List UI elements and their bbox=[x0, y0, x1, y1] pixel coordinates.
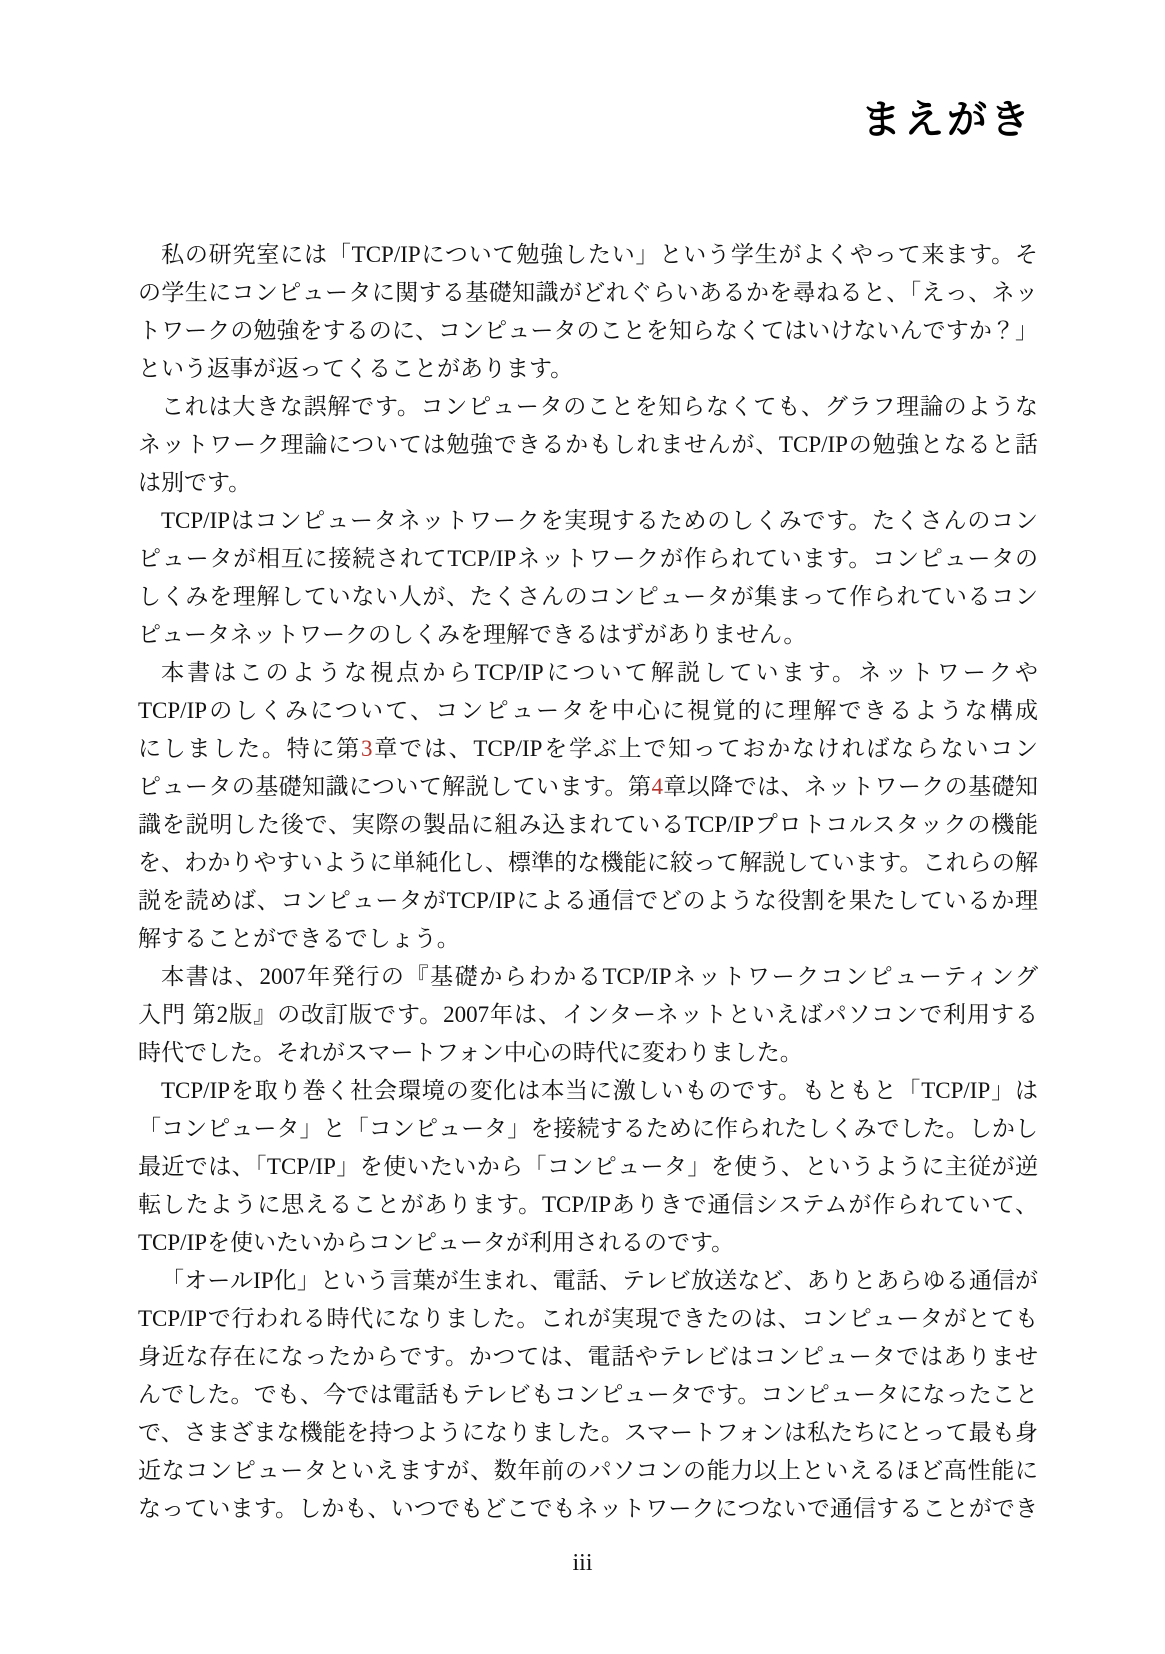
text-line: 解することができるでしょう。 bbox=[138, 926, 460, 951]
page-body-text bbox=[138, 236, 1038, 1528]
text-line: ネットワーク理論については勉強できるかもしれませんが、TCP/IPの勉強となると話 bbox=[138, 432, 1038, 457]
paragraph bbox=[138, 1262, 1038, 1528]
text-line: TCP/IPのしくみについて、コンピュータを中心に視覚的に理解できるような構成 bbox=[138, 698, 1038, 723]
paragraph bbox=[138, 388, 1038, 502]
text-line: これは大きな誤解です。コンピュータのことを知らなくても、グラフ理論のような bbox=[161, 394, 1038, 419]
text-line: トワークの勉強をするのに、コンピュータのことを知らなくてはいけないんですか？」 bbox=[138, 318, 1038, 343]
text-line: 「オールIP化」という言葉が生まれ、電話、テレビ放送など、ありとあらゆる通信が bbox=[161, 1268, 1038, 1293]
text-line: んでした。でも、今では電話もテレビもコンピュータです。コンピュータになったこと bbox=[138, 1382, 1038, 1407]
paragraph bbox=[138, 654, 1038, 958]
paragraph bbox=[138, 958, 1038, 1072]
chapter-reference-link[interactable]: 4 bbox=[651, 774, 663, 799]
text-line: 時代でした。それがスマートフォン中心の時代に変わりました。 bbox=[138, 1040, 803, 1065]
text-line: 身近な存在になったからです。かつては、電話やテレビはコンピュータではありませ bbox=[138, 1344, 1038, 1369]
text-line: 本書はこのような視点からTCP/IPについて解説しています。ネットワークや bbox=[161, 660, 1038, 685]
text-line: TCP/IPで行われる時代になりました。これが実現できたのは、コンピュータがとても bbox=[138, 1306, 1038, 1331]
text-line: しくみを理解していない人が、たくさんのコンピュータが集まって作られているコン bbox=[138, 584, 1038, 609]
page-number: iii bbox=[572, 1550, 593, 1576]
paragraph bbox=[138, 502, 1038, 654]
text-line: は別です。 bbox=[138, 470, 252, 495]
text-line: TCP/IPはコンピュータネットワークを実現するためのしくみです。たくさんのコン bbox=[161, 508, 1038, 533]
page-title: まえがき bbox=[861, 98, 1033, 142]
text-line: ピュータが相互に接続されてTCP/IPネットワークが作られています。コンピュータの bbox=[138, 546, 1038, 571]
text-line: 識を説明した後で、実際の製品に組み込まれているTCP/IPプロトコルスタックの機能 bbox=[138, 812, 1038, 837]
text-line: 本書は、2007年発行の『基礎からわかるTCP/IPネットワークコンピューティング bbox=[161, 964, 1038, 989]
text-line: ピュータネットワークのしくみを理解できるはずがありません。 bbox=[138, 622, 807, 647]
text-line: TCP/IPを取り巻く社会環境の変化は本当に激しいものです。もともと「TCP/IP」は bbox=[161, 1078, 1038, 1103]
text-line: 最近では、「TCP/IP」を使いたいから「コンピュータ」を使う、というように主従が逆 bbox=[138, 1154, 1038, 1179]
text-line: の学生にコンピュータに関する基礎知識がどれぐらいあるかを尋ねると、「えっ、ネッ bbox=[138, 280, 1038, 305]
paragraph bbox=[138, 1072, 1038, 1262]
text-line: で、さまざまな機能を持つようになりました。スマートフォンは私たちにとって最も身 bbox=[138, 1420, 1038, 1445]
text-line: TCP/IPを使いたいからコンピュータが利用されるのです。 bbox=[138, 1230, 735, 1255]
text-line: ピュータの基礎知識について解説しています。第4章以降では、ネットワークの基礎知 bbox=[138, 774, 1039, 799]
chapter-reference-link[interactable]: 3 bbox=[361, 736, 373, 761]
text-line: 転したように思えることがあります。TCP/IPありきで通信システムが作られていて、 bbox=[138, 1192, 1038, 1217]
text-line: にしました。特に第3章では、TCP/IPを学ぶ上で知っておかなければならないコン bbox=[138, 736, 1039, 761]
paragraph bbox=[138, 236, 1038, 388]
text-line: 説を読めば、コンピュータがTCP/IPによる通信でどのような役割を果たしているか理 bbox=[138, 888, 1038, 913]
text-line: 私の研究室には「TCP/IPについて勉強したい」という学生がよくやって来ます。そ bbox=[161, 242, 1038, 267]
text-line: という返事が返ってくることがあります。 bbox=[138, 356, 574, 381]
text-line: を、わかりやすいように単純化し、標準的な機能に絞って解説しています。これらの解 bbox=[138, 850, 1038, 875]
text-line: 「コンピュータ」と「コンピュータ」を接続するために作られたしくみでした。しかし bbox=[138, 1116, 1038, 1141]
text-line: 入門 第2版』の改訂版です。2007年は、インターネットといえばパソコンで利用する bbox=[138, 1002, 1038, 1027]
text-line: なっています。しかも、いつでもどこでもネットワークにつないで通信することができ bbox=[138, 1496, 1038, 1521]
text-line: 近なコンピュータといえますが、数年前のパソコンの能力以上といえるほど高性能に bbox=[138, 1458, 1038, 1483]
